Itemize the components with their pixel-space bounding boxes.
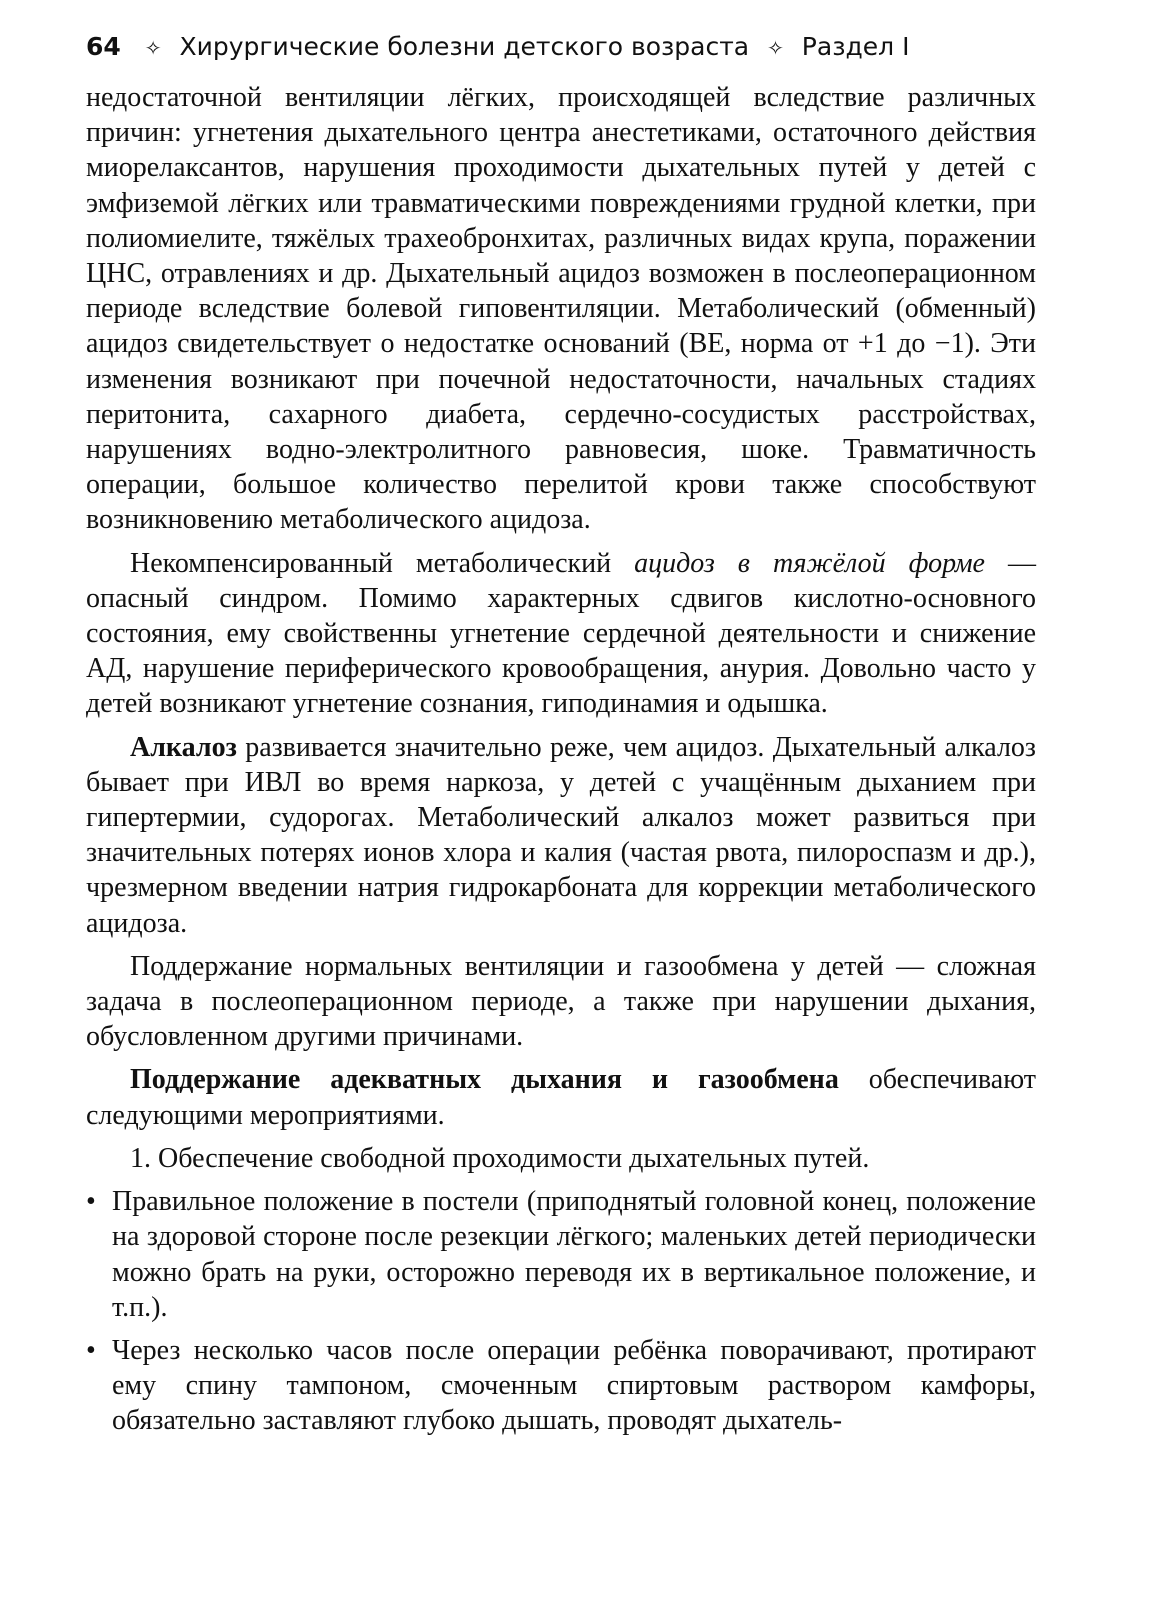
paragraph: Алкалоз развивается значительно реже, чем ацидоз. Дыхательный алкалоз бывает при ИВЛ во время наркоза, у детей с учащённым дыханием при гипертермии, судорогах. Метаболический алкалоз может развиться при значительных потерях ионов хлора и калия (частая рвота, пилороспазм и др.), чрезмерном введении натрия гидрокарбоната для коррекции метаболического ацидоза. — [86, 731, 1036, 939]
diamond-separator-icon: ✧ — [767, 36, 784, 60]
running-header — [86, 30, 1036, 70]
paragraph: Некомпенсированный метаболический ацидоз в тяжёлой форме — опасный синдром. Помимо характерных сдвигов кислотно-основного состояния, ему свойственны угнетение сердечной деятельности и снижение АД, нарушение периферического кровообращения, анурия. Довольно часто у детей возникают угнетение сознания, гиподинамия и одышка. — [86, 547, 1037, 720]
book-page — [86, 30, 1036, 1447]
emphasis: ацидоз в тяжёлой форме — [634, 547, 985, 579]
body-text — [86, 80, 1036, 1439]
paragraph: недостаточной вентиляции лёгких, происходящей вследствие различных причин: угнетения дыхательного центра анестетиками, остаточного действия миорелаксантов, нарушения проходимости дыхательных путей у детей с эмфиземой лёгких или травматическими повреждениями грудной клетки, при полиомиелите, тяжёлых трахеобронхитах, различных видах крупа, поражении ЦНС, отравлениях и др. Дыхательный ацидоз возможен в послеоперационном периоде вследствие болевой гиповентиляции. Метаболический (обменный) ацидоз свидетельствует о недостатке оснований (BE, норма от +1 до −1). Эти изменения возникают при почечной недостаточности, начальных стадиях перитонита, сахарного диабета, сердечно-сосудистых расстройствах, нарушениях водно-электролитного равновесия, шоке. Травматичность операции, большое количество перелитой крови также способствуют возникновению метаболического ацидоза. — [86, 82, 1036, 536]
bullet-icon: • — [86, 1334, 96, 1366]
bullet-icon: • — [86, 1186, 96, 1218]
numbered-item: 1. Обеспечение свободной проходимости дыхательных путей. — [130, 1142, 870, 1174]
term-alkalosis: Алкалоз — [130, 731, 237, 763]
term-support: Поддержание адекватных дыхания и газообмена — [130, 1064, 839, 1096]
bullet-list — [86, 1184, 1036, 1438]
section-label: Раздел I — [801, 32, 910, 61]
paragraph: Поддержание адекватных дыхания и газообмена обеспечивают следующими мероприятиями. — [86, 1064, 1036, 1131]
list-item: • Через несколько часов после операции ребёнка поворачивают, протирают ему спину тампоном, смоченным спиртовым раствором камфоры, обязательно заставляют глубоко дышать, проводят дыхатель- — [86, 1334, 1036, 1437]
list-item: • Правильное положение в постели (приподнятый головной конец, положение на здоровой стороне после резекции лёгкого; маленьких детей периодически можно брать на руки, осторожно переводя их в вертикальное положение, и т.п.). — [86, 1186, 1036, 1323]
book-title: Хирургические болезни детского возраста — [179, 32, 750, 61]
paragraph: Поддержание нормальных вентиляции и газообмена у детей — сложная задача в послеоперационном периоде, а также при нарушении дыхания, обусловленном другими причинами. — [86, 950, 1036, 1053]
page-number: 64 — [86, 32, 121, 61]
diamond-separator-icon: ✧ — [144, 36, 162, 60]
